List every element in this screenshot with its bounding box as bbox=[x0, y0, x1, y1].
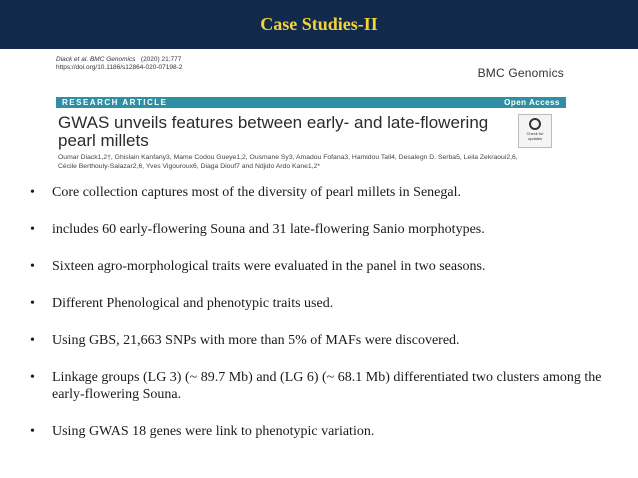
citation-journal: BMC Genomics bbox=[89, 56, 136, 63]
doi-link[interactable]: https://doi.org/10.1186/s12864-020-07198-2 bbox=[56, 64, 183, 71]
bullet-item: • Using GBS, 21,663 SNPs with more than 5% of MAFs were discovered. bbox=[30, 332, 610, 349]
open-access-label: Open Access bbox=[504, 98, 560, 107]
bullet-item: • Core collection captures most of the diversity of pearl millets in Senegal. bbox=[30, 184, 610, 201]
slide-title: Case Studies-II bbox=[260, 14, 378, 34]
bullet-list bbox=[30, 184, 610, 460]
research-article-label: RESEARCH ARTICLE bbox=[62, 98, 168, 107]
paper-title: GWAS unveils features between early- and late-flowering pearl millets bbox=[58, 113, 489, 150]
citation-authors: Diack et al. bbox=[56, 56, 89, 63]
bullet-item: • Sixteen agro-morphological traits were evaluated in the panel in two seasons. bbox=[30, 258, 610, 275]
article-banner bbox=[56, 97, 566, 108]
slide-title-bar bbox=[0, 0, 638, 49]
bullet-item: • Different Phenological and phenotypic traits used. bbox=[30, 295, 610, 312]
bookmark-icon bbox=[529, 118, 541, 130]
citation-volume: (2020) 21:777 bbox=[140, 56, 182, 63]
citation bbox=[56, 56, 182, 72]
updates-label: Check for updates bbox=[526, 131, 544, 141]
bullet-item: • Using GWAS 18 genes were link to phenotypic variation. bbox=[30, 423, 610, 440]
bullet-item: • Linkage groups (LG 3) (~ 89.7 Mb) and (LG 6) (~ 68.1 Mb) differentiated two clusters among the early-flowering Souna. bbox=[30, 369, 610, 403]
journal-logo: BMC Genomics bbox=[477, 66, 564, 80]
author-list: Oumar Diack1,2†, Ghislain Kanfany3, Mame Codou Gueye1,2, Ousmane Sy3, Amadou Fofana3, Hamidou Tall4, Desalegn D. Serba5, Leila Zekraoui2,6, Cécile Berthouly-Salazar2,6, Yves Vigouroux6, Diaga Diouf7 and Ndjido Ardo Kane1,2* bbox=[58, 154, 518, 170]
paper-header-image bbox=[56, 56, 566, 186]
check-for-updates-badge[interactable] bbox=[518, 114, 552, 148]
bullet-item: • includes 60 early-flowering Souna and 31 late-flowering Sanio morphotypes. bbox=[30, 221, 610, 238]
